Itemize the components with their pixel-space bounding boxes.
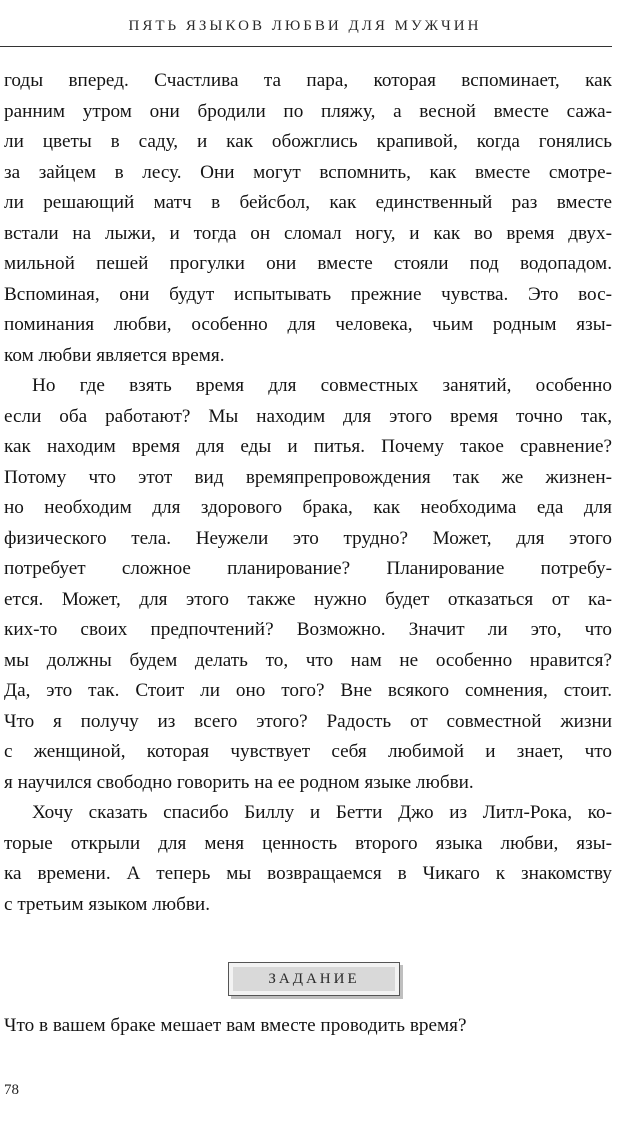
text-line: встали на лыжи, и тогда он сломал ногу, и как во время двух- [4,222,612,244]
text-line: годы вперед. Счастлива та пара, которая вспоминает, как [4,70,612,91]
body-text [4,66,612,920]
exercise-label: ЗАДАНИЕ [233,967,395,991]
text-line: потребует сложное планирование? Планирование потребу- [4,558,612,579]
text-line: мы должны будем делать то, что нам не особенно нравится? [4,649,612,671]
text-line: с женщиной, которая чувствует себя любимой и знает, что [4,741,612,762]
text-line: ком любви является время. [4,344,225,366]
exercise-label-box [228,962,400,996]
text-line: Что я получу из всего этого? Радость от совместной жизни [4,710,612,732]
text-line: Но где взять время для совместных занятий, особенно [32,375,612,396]
paragraph-1 [4,66,612,371]
text-line: ли цветы в саду, и как обожглись крапивой, когда гонялись [4,131,612,152]
paragraph-2 [4,371,612,798]
text-line: за зайцем в лесу. Они могут вспомнить, как вместе смотре- [4,161,612,183]
text-line: ется. Может, для этого также нужно будет отказаться от ка- [4,588,612,610]
text-line: но необходим для здорового брака, как необходима еда для [4,497,612,518]
exercise-question: Что в вашем браке мешает вам вместе проводить время? [4,1015,467,1036]
page-number: 78 [4,1082,19,1098]
text-line: торые открыли для меня ценность второго языка любви, язы- [4,832,612,854]
text-line: физического тела. Неужели это трудно? Может, для этого [4,527,612,549]
paragraph-3 [4,798,612,920]
text-line: я научился свободно говорить на ее родном языке любви. [4,771,474,793]
running-header: ПЯТЬ ЯЗЫКОВ ЛЮБВИ ДЛЯ МУЖЧИН [128,18,482,34]
text-line: с третьим языком любви. [4,893,210,915]
text-line: Да, это так. Стоит ли оно того? Вне всякого сомнения, стоит. [4,680,612,701]
text-line: ли решающий матч в бейсбол, как единственный раз вместе [4,192,612,213]
text-line: мильной пешей прогулки они вместе стояли под водопадом. [4,253,612,274]
text-line: Хочу сказать спасибо Биллу и Бетти Джо из Литл-Рока, ко- [32,802,612,823]
text-line: Вспоминая, они будут испытывать прежние чувства. Это вос- [4,283,612,305]
text-line: как находим время для еды и питья. Почему такое сравнение? [4,436,612,457]
text-line: Потому что этот вид времяпрепровождения так же жизнен- [4,466,612,488]
text-line: ка времени. А теперь мы возвращаемся в Чикаго к знакомству [4,863,612,884]
text-line: если оба работают? Мы находим для этого время точно так, [4,405,612,427]
header-rule [0,46,612,47]
text-line: ранним утром они бродили по пляжу, а весной вместе сажа- [4,100,612,122]
text-line: ких-то своих предпочтений? Возможно. Значит ли это, что [4,619,612,640]
text-line: поминания любви, особенно для человека, чьим родным язы- [4,314,612,335]
